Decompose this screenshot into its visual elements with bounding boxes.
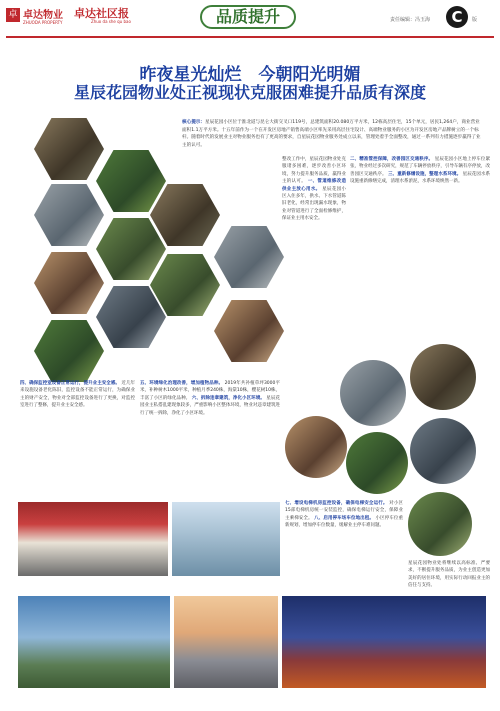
photo-circle-5 xyxy=(346,432,408,494)
closing-text: 星辰花园物业处将继续以高标准、严要求，不断提升服务品质，为业主创造更加美好的居住环境，用实际行动回报业主的信任与支持。 xyxy=(408,561,490,589)
section-label: 品质提升 xyxy=(215,7,280,26)
mid-section-1-text: 星辰花园小区入住多年，供水、下水管道陈旧老化，经常出现漏水现象，物业对管道进行了全面检修维护，保证业主用水安全。 xyxy=(282,186,346,222)
photo-hex-11 xyxy=(214,300,284,362)
photo-circle-3 xyxy=(410,418,476,484)
lead-text: 星辰花园小区位于淮北道与昆仑大街交叉口119号，总建筑面积20.080万平方米，12栋高层住宅，15个单元，居民1,264户，商业营业面积1.1万平方米。十五年前作为一个在开发区房地产销售高端小区率先采用高层住宅设计、高端物业服务的小区为开发区房地产品牌树立的一个标杆。随着时代的发展业主对物业服务也有了更高的要求，自星辰花园物业服务处成立以来，管理处着手全面整改，通过一系列有力措施逐步赢得了业主的认可。 xyxy=(182,120,481,148)
brand-name: 卓达物业 xyxy=(23,10,63,21)
headline-line1: 昨夜星光灿烂 今朝阳光明媚 xyxy=(139,65,361,85)
photo-skyline-night xyxy=(282,596,486,688)
left-section-4-heading: 四、确保监控室设备正常运行，提升业主安全感。 xyxy=(20,381,120,386)
mid-section-3-text: 星辰花园水系设施重新修缮完成，清理水系淤泥，水系环境焕然一新。 xyxy=(350,171,490,185)
page-label: 版 xyxy=(472,17,478,23)
photo-circle-6 xyxy=(408,492,472,556)
editor-credit: 责任编辑：冯玉海 xyxy=(390,17,431,23)
right-section-8-heading: 八、启用停车场车位地出租。 xyxy=(314,515,374,521)
left-section-4-text: 近几年来设施设备老化陈旧，监控设备不能正常运行，为确保业主的财产安全，物业对全部监控设备进行了更换，对监控室进行了整修，提升业主安全感。 xyxy=(20,381,135,409)
photo-hex-8 xyxy=(150,184,220,246)
photo-hex-2 xyxy=(96,150,166,212)
masthead-divider xyxy=(6,36,494,38)
headline-line2: 星辰花园物业处正视现状克服困难提升品质有深度 xyxy=(73,83,426,102)
photo-circle-1 xyxy=(340,360,406,426)
left-section-6-heading: 六、拆除违章建筑，净化小区环境。 xyxy=(191,395,265,401)
photo-hex-7 xyxy=(34,320,104,382)
photo-circle-2 xyxy=(410,344,476,410)
brand-subtitle: ZHUODA PROPERTY xyxy=(23,20,63,25)
photo-building-ceremony xyxy=(18,502,168,576)
photo-skyline-day xyxy=(174,596,278,688)
paper-title: 卓达社区报 xyxy=(74,7,129,20)
photo-hex-1 xyxy=(34,118,104,180)
photo-hex-5 xyxy=(34,252,104,314)
mid-intro: 整改工作中，星辰花园物业处克服诸多困难，逐步改善小区环境，努力提升服务品质，赢得业主的认可。 xyxy=(282,157,346,185)
photo-hex-10 xyxy=(214,226,284,288)
photo-hex-9 xyxy=(150,254,220,316)
article-column-bottom-left xyxy=(20,380,135,498)
article-column-middle xyxy=(282,156,346,356)
photo-circle-4 xyxy=(285,416,347,478)
photo-garden-pavilion xyxy=(18,596,170,688)
paper-subtitle: Zhuo da she qu bao xyxy=(91,19,131,24)
mid-section-2-heading: 二、精准管控保障，改善园区交通秩序。 xyxy=(350,157,434,162)
section-tab xyxy=(200,5,296,29)
page-letter-badge: C xyxy=(446,6,468,28)
mid-section-2-text: 星辰花园小区地上停车位紧张，物业经过多次研究，规范了车辆停放秩序，引导车辆有序停放，改善园区交通秩序。 xyxy=(350,157,490,177)
right-section-7-heading: 七、增设电梯机房监控设备，确保电梯安全运行。 xyxy=(285,501,388,506)
left-section-5-text: 2019年共补植草坪3000平米，补种树木1000平米，种植月季240株，海棠10株，樱花树10株，丰富了小区的绿化品种。 xyxy=(140,381,280,401)
photo-hex-4 xyxy=(96,218,166,280)
photo-hex-6 xyxy=(96,286,166,348)
photo-residential-gate xyxy=(172,502,280,576)
right-section-8-text: 小区停车位重新规划，增加停车位数量，缓解业主停车难问题。 xyxy=(285,515,403,529)
mid-section-3-heading: 三、重新修缮设施，整理水系环境。 xyxy=(388,171,462,177)
article-closing-paragraph xyxy=(408,560,490,598)
lead-label: 核心提示： xyxy=(182,120,205,125)
newspaper-logo-icon: 卓 xyxy=(6,8,20,22)
left-section-5-heading: 五、环境绿化治理改善，增加植物品种。 xyxy=(140,381,224,386)
article-column-right-top xyxy=(350,156,490,356)
article-column-bottom-mid xyxy=(140,380,280,498)
right-section-7-text: 对小区15部电梯机房统一安装监控，确保电梯运行安全，保障业主乘梯安全。 xyxy=(285,501,403,521)
photo-hex-3 xyxy=(34,184,104,246)
left-section-6-text: 星辰花园业主私搭乱建现象较多，严重影响小区整体环境，物业对违章建筑进行了统一拆除，净化了小区环境。 xyxy=(140,395,280,416)
mid-section-1-heading: 一、管道维修改造供业主放心用水。 xyxy=(282,179,346,192)
lead-paragraph xyxy=(182,119,482,149)
article-column-right-lower xyxy=(285,500,403,600)
